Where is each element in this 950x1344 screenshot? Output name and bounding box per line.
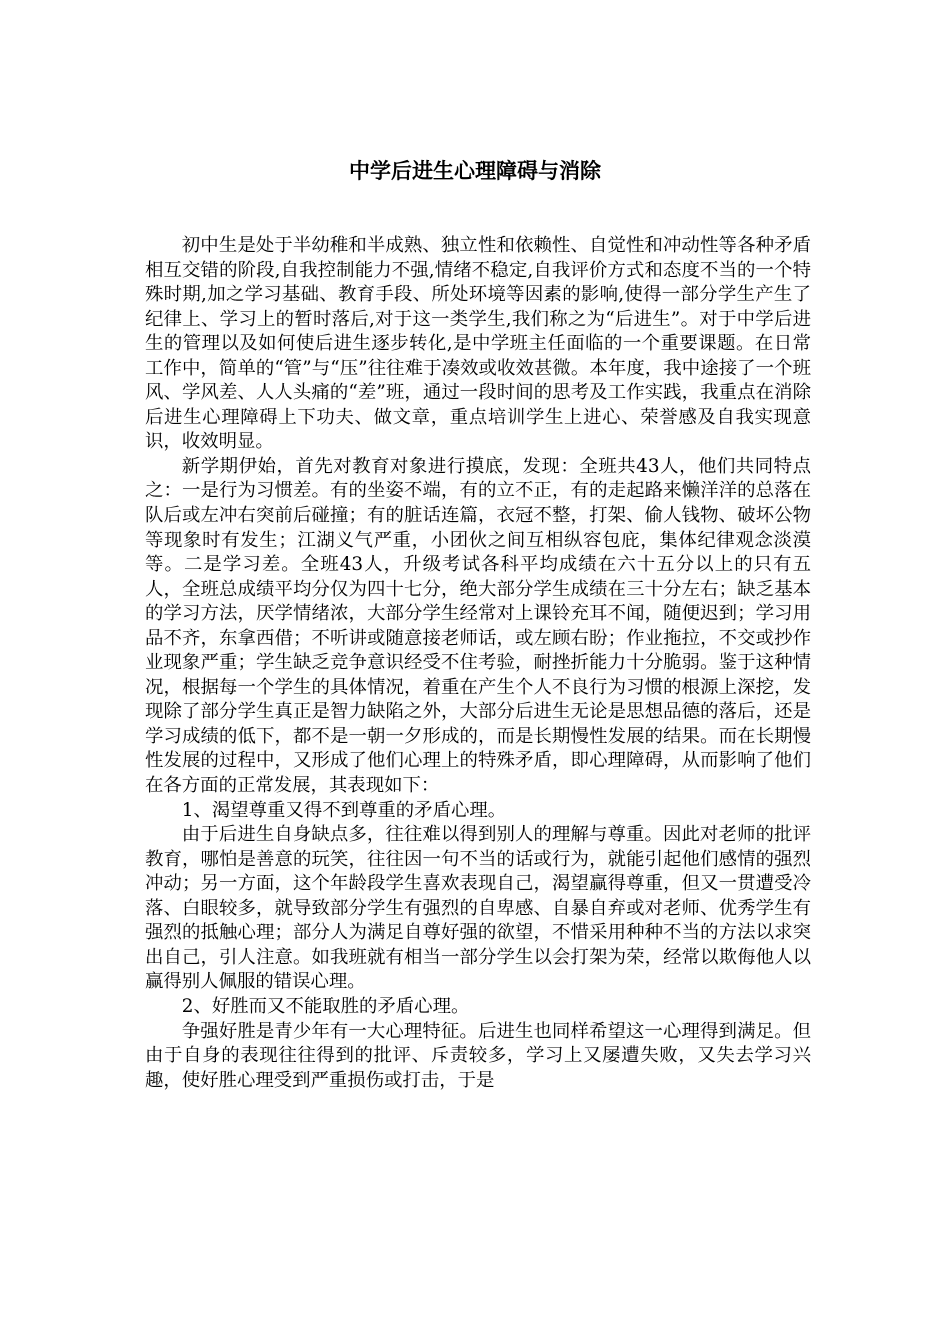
page-title: 中学后进生心理障碍与消除 [349,159,601,183]
section-heading-1: 1、渴望尊重又得不到尊重的矛盾心理。 [181,799,507,821]
paragraph-section-2: 争强好胜是青少年有一大心理特征。后进生也同样希望这一心理得到满足。但由于自身的表现往往得到的批评、斥责较多，学习上又屡遭失败，又失去学习兴趣，使好胜心理受到严重损伤或打击，于是 [145,1020,811,1091]
paragraph-survey: 新学期伊始，首先对教育对象进行摸底，发现：全班共43人，他们共同特点之：一是行为习惯差。有的坐姿不端，有的立不正，有的走起路来懒洋洋的总落在队后或左冲右突前后碰撞；有的脏话连篇，衣冠不整，打架、偷人钱物、破坏公物等现象时有发生；江湖义气严重，小团伙之间互相纵容包庇，集体纪律观念淡漠等。二是学习差。全班43人，升级考试各科平均成绩在六十五分以上的只有五人，全班总成绩平均分仅为四十七分，绝大部分学生成绩在三十分左右；缺乏基本的学习方法，厌学情绪浓，大部分学生经常对上课铃充耳不闻，随便迟到；学习用品不齐，东拿西借；不听讲或随意接老师话，或左顾右盼；作业拖拉，不交或抄作业现象严重；学生缺乏竞争意识经受不住考验，耐挫折能力十分脆弱。鉴于这种情况，根据每一个学生的具体情况，着重在产生个人不良行为习惯的根源上深挖，发现除了部分学生真正是智力缺陷之外，大部分后进生无论是思想品德的落后，还是学习成绩的低下，都不是一朝一夕形成的，而是长期慢性发展的结果。而在长期慢性发展的过程中，又形成了他们心理上的特殊矛盾，即心理障碍，从而影响了他们在各方面的正常发展，其表现如下： [145,455,811,797]
paragraph-intro: 初中生是处于半幼稚和半成熟、独立性和依赖性、自觉性和冲动性等各种矛盾相互交错的阶段,自我控制能力不强,情绪不稳定,自我评价方式和态度不当的一个特殊时期,加之学习基础、教育手段、所处环境等因素的影响,使得一部分学生产生了纪律上、学习上的暂时落后,对于这一类学生,我们称之为“后进生”。对于中学后进生的管理以及如何使后进生逐步转化,是中学班主任面临的一个重要课题。在日常工作中，简单的“管”与“压”往往难于凑效或收效甚微。本年度，我中途接了一个班风、学风差、人人头痛的“差”班，通过一段时间的思考及工作实践，我重点在消除后进生心理障碍上下功夫、做文章，重点培训学生上进心、荣誉感及自我实现意识，收效明显。 [145,235,811,453]
paragraph-section-1: 由于后进生自身缺点多，往往难以得到别人的理解与尊重。因此对老师的批评教育，哪怕是善意的玩笑，往往因一句不当的话或行为，就能引起他们感情的强烈冲动；另一方面，这个年龄段学生喜欢表现自己，渴望赢得尊重，但又一贯遭受冷落、白眼较多，就导致部分学生有强烈的自卑感、自暴自弃或对老师、优秀学生有强烈的抵触心理；部分人为满足自尊好强的欲望，不惜采用种种不当的方法以求突出自己，引人注意。如我班就有相当一部分学生以会打架为荣，经常以欺侮他人以赢得别人佩服的错误心理。 [145,824,811,993]
document-body [145,234,811,1093]
section-heading-2: 2、好胜而又不能取胜的矛盾心理。 [181,995,470,1017]
